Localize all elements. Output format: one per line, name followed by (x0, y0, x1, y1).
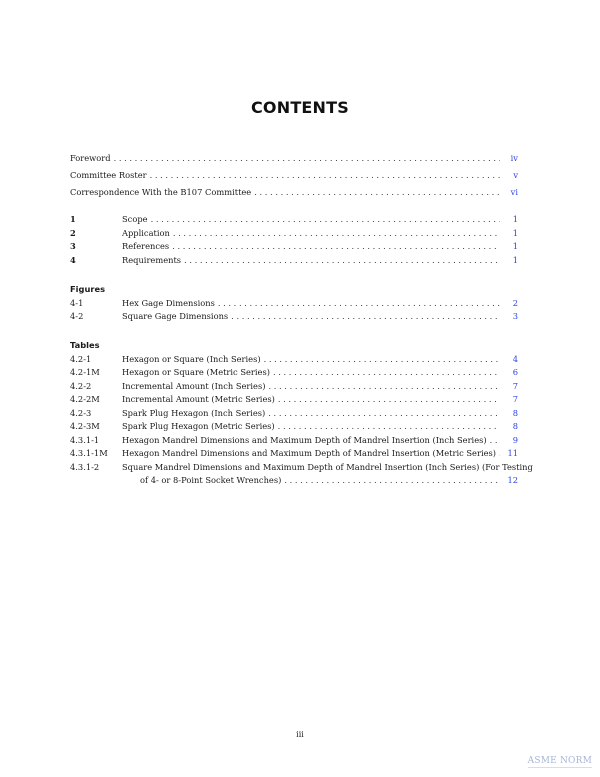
toc-tables (70, 339, 533, 488)
toc-entry-table[interactable] (70, 393, 518, 407)
table-number: 4.2-3 (70, 407, 92, 418)
toc-entry-correspondence[interactable] (70, 186, 518, 200)
watermark-underline (528, 767, 592, 771)
toc-entry-committee-roster[interactable] (70, 169, 518, 183)
leader-dots (278, 393, 500, 407)
toc-page-link[interactable]: 7 (512, 380, 518, 391)
leader-dots (499, 447, 500, 461)
toc-entry-label: Incremental Amount (Inch Series) (122, 380, 266, 391)
toc-entry-label: References (122, 241, 170, 251)
table-number: 4.2-2 (70, 380, 92, 391)
toc-entry-label: Scope (122, 214, 148, 224)
leader-dots (268, 407, 500, 421)
toc-entry-label: Hexagon or Square (Metric Series) (122, 367, 270, 377)
leader-dots (284, 474, 500, 488)
toc-page-link[interactable]: 7 (512, 394, 518, 404)
tables-heading: Tables (70, 340, 100, 350)
toc-page-link[interactable]: 8 (512, 421, 518, 431)
toc-page-link[interactable]: 1 (512, 227, 518, 238)
toc-entry-label: Requirements (122, 254, 182, 265)
toc-entry-section[interactable] (70, 213, 518, 227)
toc-page-link[interactable]: 1 (512, 254, 518, 265)
toc-entry-label: Committee Roster (70, 170, 147, 180)
table-number: 4.3.1-2 (70, 461, 100, 472)
toc-sections (70, 213, 518, 267)
toc-page-link[interactable]: 9 (512, 434, 518, 445)
table-number: 4.3.1-1 (70, 434, 100, 445)
toc-entry-table[interactable] (70, 366, 518, 380)
toc-page-link[interactable]: v (513, 170, 518, 180)
figure-number: 4-2 (70, 311, 84, 321)
toc-page-link[interactable]: 3 (512, 311, 518, 321)
leader-dots (114, 152, 500, 166)
leader-dots (173, 227, 500, 241)
table-number: 4.3.1-1M (70, 448, 108, 458)
toc-page-link[interactable]: 4 (512, 353, 518, 364)
toc-entry-label: Spark Plug Hexagon (Metric Series) (122, 421, 275, 431)
section-number: 3 (70, 241, 76, 251)
toc-page-link[interactable]: 1 (512, 214, 518, 224)
toc-page-link[interactable]: iv (510, 153, 518, 163)
toc-entry-table[interactable] (70, 461, 533, 488)
leader-dots (218, 297, 500, 311)
toc-entry-table[interactable] (70, 420, 518, 434)
section-number: 2 (70, 227, 76, 238)
section-number: 1 (70, 214, 76, 224)
toc-entry-table[interactable] (70, 353, 518, 367)
page-number-footer: iii (296, 730, 304, 739)
toc-entry-label: Square Mandrel Dimensions and Maximum Depth of Mandrel Insertion (Inch Series) (For Testing (122, 461, 533, 472)
toc-entry-label: Hexagon Mandrel Dimensions and Maximum Depth of Mandrel Insertion (Inch Series) (122, 434, 487, 445)
leader-dots (273, 366, 500, 380)
toc-entry-label: Spark Plug Hexagon (Inch Series) (122, 407, 266, 418)
toc-entry-table[interactable] (70, 380, 518, 394)
figures-heading: Figures (70, 284, 106, 294)
toc-entry-label: Incremental Amount (Metric Series) (122, 394, 275, 404)
leader-dots (264, 353, 500, 367)
table-number: 4.2-3M (70, 421, 100, 431)
toc-entry-label: Correspondence With the B107 Committee (70, 187, 252, 197)
figure-number: 4-1 (70, 297, 84, 308)
toc-page-link[interactable]: 8 (512, 407, 518, 418)
leader-dots (254, 186, 500, 200)
watermark-text: ASME NORM (527, 756, 592, 766)
leader-dots (184, 254, 500, 268)
toc-entry-section[interactable] (70, 240, 518, 254)
toc-entry-label: Hexagon or Square (Inch Series) (122, 353, 261, 364)
toc-entry-section[interactable] (70, 227, 518, 241)
toc-entry-figure[interactable] (70, 310, 518, 324)
toc-page-link[interactable]: 11 (507, 448, 518, 458)
leader-dots (278, 420, 500, 434)
toc-entry-label: Hexagon Mandrel Dimensions and Maximum Depth of Mandrel Insertion (Metric Series) (122, 448, 496, 458)
page-title: CONTENTS (250, 98, 349, 117)
table-number: 4.2-2M (70, 394, 100, 404)
toc-entry-table[interactable] (70, 407, 518, 421)
leader-dots (172, 240, 500, 254)
toc-entry-table[interactable] (70, 447, 518, 461)
leader-dots (490, 434, 500, 448)
toc-page-link[interactable]: vi (510, 187, 518, 197)
toc-page-link[interactable]: 1 (512, 241, 518, 251)
toc-figures (70, 283, 518, 324)
toc-entry-foreword[interactable] (70, 152, 518, 166)
toc-entry-figure[interactable] (70, 297, 518, 311)
leader-dots (231, 310, 500, 324)
toc-page-link[interactable]: 12 (507, 475, 518, 485)
toc-page-link[interactable]: 6 (512, 367, 518, 377)
table-number: 4.2-1 (70, 353, 92, 364)
toc-entry-table[interactable] (70, 434, 518, 448)
table-number: 4.2-1M (70, 367, 100, 377)
section-number: 4 (70, 254, 76, 265)
leader-dots (151, 213, 500, 227)
toc-entry-label: Application (122, 227, 170, 238)
toc-entry-label: Foreword (70, 153, 111, 163)
toc-page-link[interactable]: 2 (512, 297, 518, 308)
leader-dots (268, 380, 500, 394)
toc-entry-section[interactable] (70, 254, 518, 268)
watermark-logo (528, 756, 592, 771)
toc-front-matter (70, 152, 518, 200)
toc-entry-label: Hex Gage Dimensions (122, 297, 215, 308)
toc-entry-label: Square Gage Dimensions (122, 311, 229, 321)
toc-entry-label-continuation: of 4- or 8-Point Socket Wrenches) (140, 475, 282, 485)
leader-dots (150, 169, 500, 183)
